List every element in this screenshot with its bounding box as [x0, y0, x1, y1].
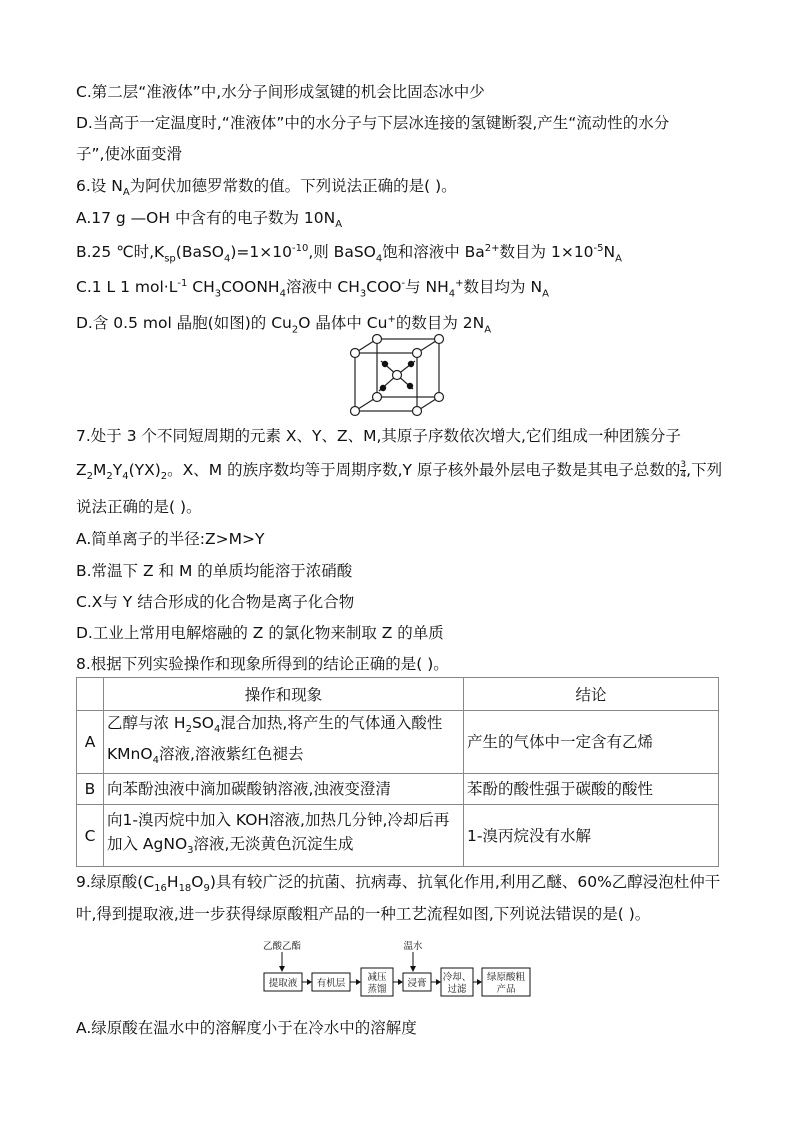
step-extract-label: 提取液: [268, 978, 298, 989]
table-header-row: [77, 678, 719, 711]
row-operation: 乙醇与浓 $H_2SO_4$混合加热,将产生的气体通入酸性 KMnO$_4$溶液,溶液紫红色褪去: [104, 711, 464, 774]
step-vacuum-label: 减压: [367, 972, 387, 983]
q6-option-b: B.25 ℃时$,K_{sp}(BaSO_4)=1\times 10^{-10}$,则 BaSO$_4$饱和溶液中 $Ba^{2+}$数目为 $1\times 10^{-5}N_A$: [76, 243, 622, 265]
q5-option-c: C.第二层“准液体”中,水分子间形成氢键的机会比固态冰中少: [76, 83, 485, 101]
q9-stem-line1: 9.绿原酸$(C_{16}H_{18}O_9)$具有较广泛的抗菌、抗病毒、抗氧化作用,利用乙醚、60%乙醇浸泡杜仲干: [76, 873, 721, 895]
table-header-blank: [77, 678, 104, 711]
q7-option-b: B.常温下 Z 和 M 的单质均能溶于浓硝酸: [76, 562, 353, 580]
q8-table: [76, 677, 719, 867]
table-header-conclusion: 结论: [464, 678, 719, 711]
q9-option-a: A.绿原酸在温水中的溶解度小于在冷水中的溶解度: [76, 1019, 417, 1037]
fraction-three-quarters: $\frac{3}{4}$: [680, 460, 687, 480]
row-label: C: [77, 805, 104, 867]
q7-stem-line3: 说法正确的是( )。: [76, 498, 202, 516]
table-row: [77, 774, 719, 805]
q7-option-d: D.工业上常用电解熔融的 Z 的氯化物来制取 Z 的单质: [76, 624, 444, 642]
step-product-label: 产品: [496, 984, 516, 995]
step-cool-label: 冷却、: [442, 972, 472, 983]
row-operation: 向苯酚浊液中滴加碳酸钠溶液,浊液变澄清: [104, 774, 464, 805]
q6-stem: 6.设 $N_A$为阿伏加德罗常数的值。下列说法正确的是( )。: [76, 177, 457, 199]
q9-stem-line2: 叶,得到提取液,进一步获得绿原酸粗产品的一种工艺流程如图,下列说法错误的是( )。: [76, 905, 651, 923]
q5-option-d-line1: D.当高于一定温度时,“准液体”中的水分子与下层冰连接的氢键断裂,产生“流动性的水分: [76, 114, 670, 132]
step-organic-layer-label: 有机层: [316, 978, 346, 989]
reagent-ethyl-acetate-label: 乙酸乙酯: [262, 941, 302, 952]
table-row: [77, 711, 719, 774]
step-crude-label: 绿原酸粗: [486, 972, 526, 983]
row-operation: 向1-溴丙烷中加入 KOH溶液,加热几分钟,冷却后再 加入 AgNO$_3$溶液,无淡黄色沉淀生成: [104, 805, 464, 867]
process-flow-diagram: [260, 938, 535, 1000]
q7-option-a: A.简单离子的半径:Z>M>Y: [76, 530, 265, 548]
q6-option-d: D.含 0.5 mol 晶胞(如图)的 $Cu_2O$ 晶体中 Cu+的数目为 $2N_A$: [76, 314, 492, 336]
q7-option-c: C.X与 Y 结合形成的化合物是离子化合物: [76, 593, 355, 611]
q7-stem-line2: $Z_2M_2Y_4(YX)_2$。X、M 的族序数均等于周期序数,Y 原子核外最外层电子数是其电子总数的 $\frac{3}{4}$ ,下列: [76, 460, 723, 483]
row-label: B: [77, 774, 104, 805]
reagent-warm-water-label: 温水: [403, 941, 423, 952]
row-conclusion: 苯酚的酸性强于碳酸的酸性: [464, 774, 719, 805]
q6-option-c: C.1 L 1 $mol\cdot L^{-1}$ $CH_3COONH_4$溶液中 $CH_3COO^-$与 $NH_4^+$数目均为 $N_A$: [76, 278, 549, 300]
q7-stem-line1: 7.处于 3 个不同短周期的元素 X、Y、Z、M,其原子序数依次增大,它们组成一种团簇分子: [76, 427, 681, 445]
cu2o-unit-cell-figure: [345, 333, 450, 421]
q6-option-a: A.17 g —OH 中含有的电子数为 $10N_A$: [76, 209, 343, 231]
q8-stem: 8.根据下列实验操作和现象所得到的结论正确的是( )。: [76, 655, 449, 673]
q5-option-d-line2: 子”,使冰面变滑: [76, 145, 182, 163]
row-label: A: [77, 711, 104, 774]
row-conclusion: 1-溴丙烷没有水解: [464, 805, 719, 867]
row-conclusion: 产生的气体中一定含有乙烯: [464, 711, 719, 774]
step-filter-label: 过滤: [447, 984, 467, 995]
step-distill-label: 蒸馏: [367, 984, 387, 995]
table-row: [77, 805, 719, 867]
table-header-operation: 操作和现象: [104, 678, 464, 711]
step-extractum-label: 浸膏: [407, 978, 427, 989]
